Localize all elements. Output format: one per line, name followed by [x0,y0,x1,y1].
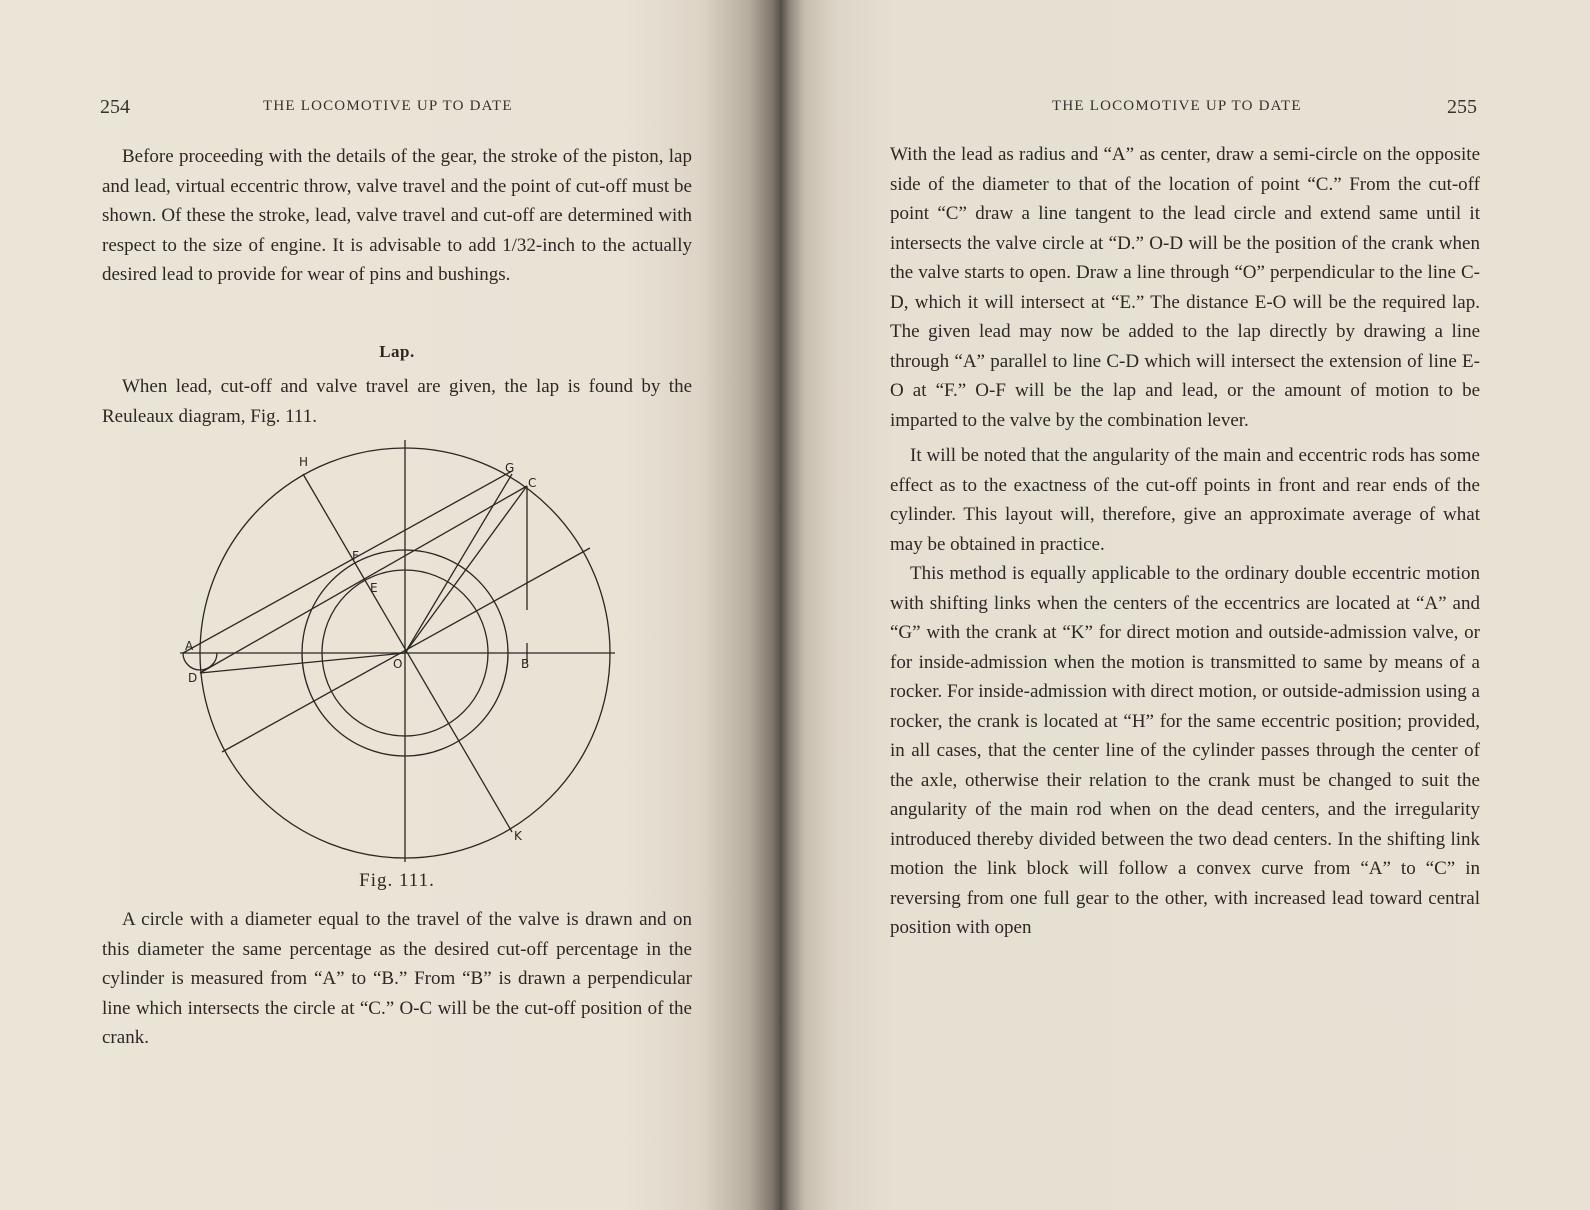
section-heading-lap: Lap. [379,342,415,361]
left-paragraph-3-block [102,905,692,1053]
label-h: H [299,455,309,469]
label-a: A [185,639,194,653]
label-o: O [393,657,403,671]
label-c: C [528,476,537,490]
line-a-parallel [183,471,512,653]
label-f: F [352,549,359,563]
line-diagonal [222,548,590,752]
left-paragraph-3: A circle with a diameter equal to the travel of the valve is drawn and on this diameter the same percentage as the desired cut-off percentage in the cylinder is measured from “A” to “B.” From “B” is drawn a perpendicular line which intersects the circle at “C.” O-C will be the cut-off position of the crank. [102,909,692,1048]
figure-caption: Fig. 111. [359,870,435,891]
line-o-c [405,486,527,653]
right-paragraph-2: It will be noted that the angularity of the main and eccentric rods has some effect as to the exactness of the cut-off points in front and rear ends of the cylinder. This layout will, therefore, give an approximate average of what may be obtained in practice. [890,445,1480,555]
left-running-head: THE LOCOMOTIVE UP TO DATE [263,98,513,114]
right-paragraph-3: This method is equally applicable to the ordinary double eccentric motion with shifting links when the centers of the eccentrics are located at “A” and “G” with the crank at “K” for direct motion and outside-admission valve, or for inside-admission when the motion is transmitted to same by means of a rocker. For inside-admission with direct motion, or outside-admission using a rocker, the crank is located at “H” for the same eccentric position; provided, in all cases, that the center line of the cylinder passes through the center of the axle, otherwise their relation to the crank must be changed to suit the angularity of the main rod when on the dead centers, and the irregularity introduced thereby divided between the two dead centers. In the shifting link motion the link block will follow a convex curve from “A” to “C” in reversing from one full gear to the other, with increased lead toward central position with open [890,563,1480,938]
right-running-head: THE LOCOMOTIVE UP TO DATE [1052,98,1302,114]
label-d: D [188,671,198,685]
label-b: B [521,657,530,671]
right-text-block [890,140,1480,943]
left-page-number: 254 [100,96,130,118]
label-e: E [370,581,378,595]
left-paragraph-1: Before proceeding with the details of the gear, the stroke of the piston, lap and lead, virtual eccentric throw, valve travel and the point of cut-off must be shown. Of these the stroke, lead, valve travel and cut-off are determined with respect to the size of engine. It is advisable to add 1/32-inch to the actually desired lead to provide for wear of pins and bushings. [102,146,692,285]
label-g: G [505,461,515,475]
right-paragraph-1: With the lead as radius and “A” as center, draw a semi-circle on the opposite side of the diameter to that of the location of point “C.” From the cut-off point “C” draw a line tangent to the lead circle and extend same until it intersects the valve circle at “D.” O-D will be the position of the crank when the valve starts to open. Draw a line through “O” perpendicular to the line C-D, which it will intersect at “E.” The distance E-O will be the required lap. The given lead may now be added to the lap directly by drawing a line through “A” parallel to line C-D which will intersect the extension of line E-O at “F.” O-F will be the lap and lead, or the amount of motion to be imparted to the valve by the combination lever. [890,144,1480,431]
right-page-number: 255 [1447,96,1477,118]
left-paragraph-2: When lead, cut-off and valve travel are given, the lap is found by the Reuleaux diagram, Fig. 111. [102,376,692,427]
left-page [0,0,780,1210]
right-page [780,0,1590,1210]
label-k: K [514,829,522,843]
